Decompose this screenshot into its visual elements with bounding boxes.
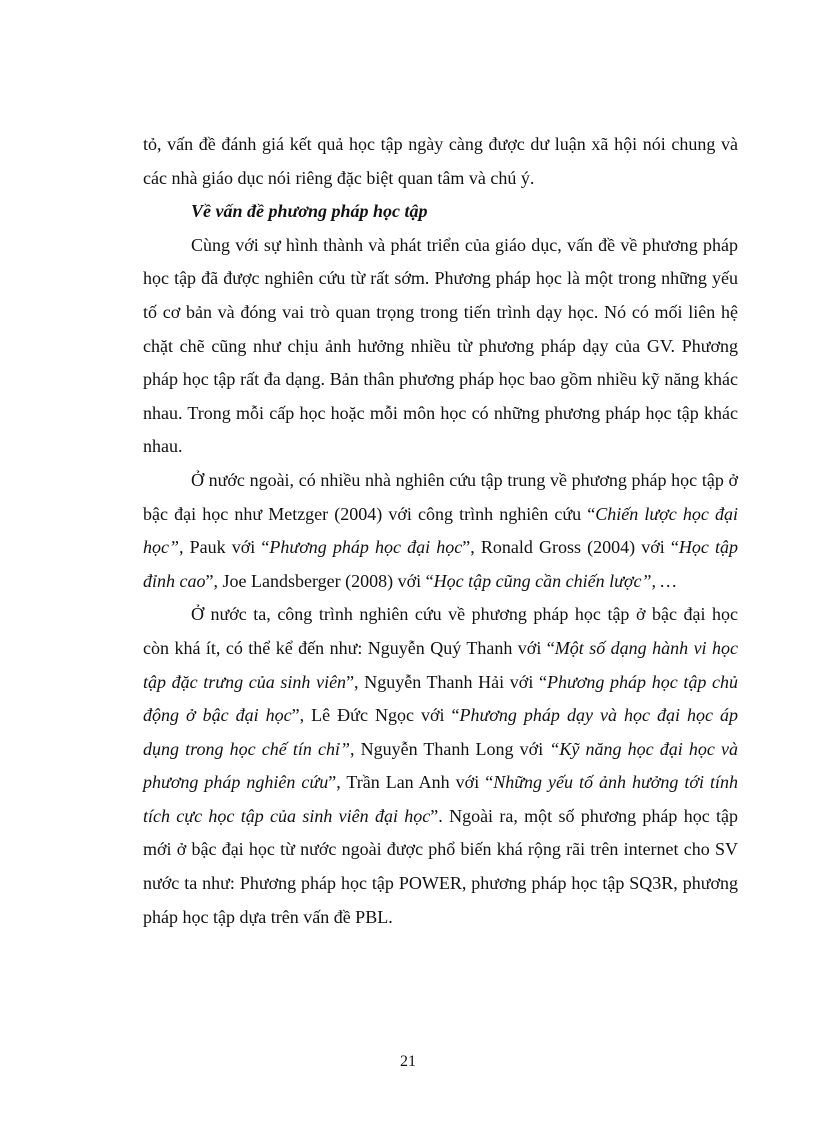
paragraph-intro: tỏ, vấn đề đánh giá kết quả học tập ngày càng được dư luận xã hội nói chung và các nhà giáo dục nói riêng đặc biệt quan tâm và chú ý. <box>143 134 738 188</box>
text-run: ”, Trần Lan Anh với “ <box>328 772 494 793</box>
page-number: 21 <box>400 1053 416 1070</box>
italic-title: “Kỹ năng học đại học và phương pháp nghiên cứu <box>143 738 738 793</box>
text-run: ”, Ronald Gross (2004) với “ <box>462 537 679 558</box>
italic-title: Những yếu tố ảnh hưởng tới tính tích cực học tập của sinh viên đại học <box>143 772 738 826</box>
italic-title: Phương pháp học tập chủ động ở bậc đại học <box>143 671 738 726</box>
document-body <box>143 128 738 934</box>
text-run: ”, Joe Landsberger (2008) với “ <box>205 570 434 591</box>
text-run: ”, Lê Đức Ngọc với “ <box>291 705 460 726</box>
text-run: , Nguyễn Thanh Long với <box>350 738 550 759</box>
paragraph-learning-methods: Cùng với sự hình thành và phát triển của giáo dục, vấn đề về phương pháp học tập đã được nghiên cứu từ rất sớm. Phương pháp học là một trong những yếu tố cơ bản và đóng vai trò quan trọng trong tiến trình dạy học. Nó có mối liên hệ chặt chẽ cũng như chịu ảnh hưởng nhiều từ phương pháp dạy của GV. Phương pháp học tập rất đa dạng. Bản thân phương pháp học bao gồm nhiều kỹ năng khác nhau. Trong mỗi cấp học hoặc mỗi môn học có những phương pháp học tập khác nhau. <box>143 234 738 457</box>
text-run: ”. Ngoài ra, một số phương pháp học tập mới ở bậc đại học từ nước ngoài được phổ biến khá rộng rãi trên internet cho SV nước ta như: Phương pháp học tập POWER, phương pháp học tập SQ3R, phương pháp học tập dựa trên vấn đề PBL. <box>143 805 738 927</box>
italic-title: Phương pháp dạy và học đại học áp dụng trong học chế tín chỉ” <box>143 705 738 759</box>
italic-title: Chiến lược học đại học”, <box>143 503 738 558</box>
paragraph-foreign-research <box>143 464 738 598</box>
italic-title: Một số dạng hành vi học tập đặc trưng của sinh viên <box>143 637 738 692</box>
text-run: Ở nước ta, công trình nghiên cứu về phương pháp học tập ở bậc đại học còn khá ít, có thể kể đến như: Nguyễn Quý Thanh với “ <box>143 604 738 658</box>
text-run: Pauk với “ <box>183 537 270 558</box>
italic-title: Phương pháp học đại học <box>269 537 463 558</box>
paragraph-domestic-research <box>143 598 738 934</box>
italic-title: Học tập cũng cần chiến lược”, … <box>433 570 677 591</box>
section-heading: Về vấn đề phương pháp học tập <box>191 201 428 222</box>
italic-title: Học tập đỉnh cao <box>143 537 738 591</box>
text-run: Ở nước ngoài, có nhiều nhà nghiên cứu tập trung về phương pháp học tập ở bậc đại học như Metzger (2004) với công trình nghiên cứu “ <box>143 469 738 524</box>
text-run: ”, Nguyễn Thanh Hải với “ <box>346 671 547 692</box>
